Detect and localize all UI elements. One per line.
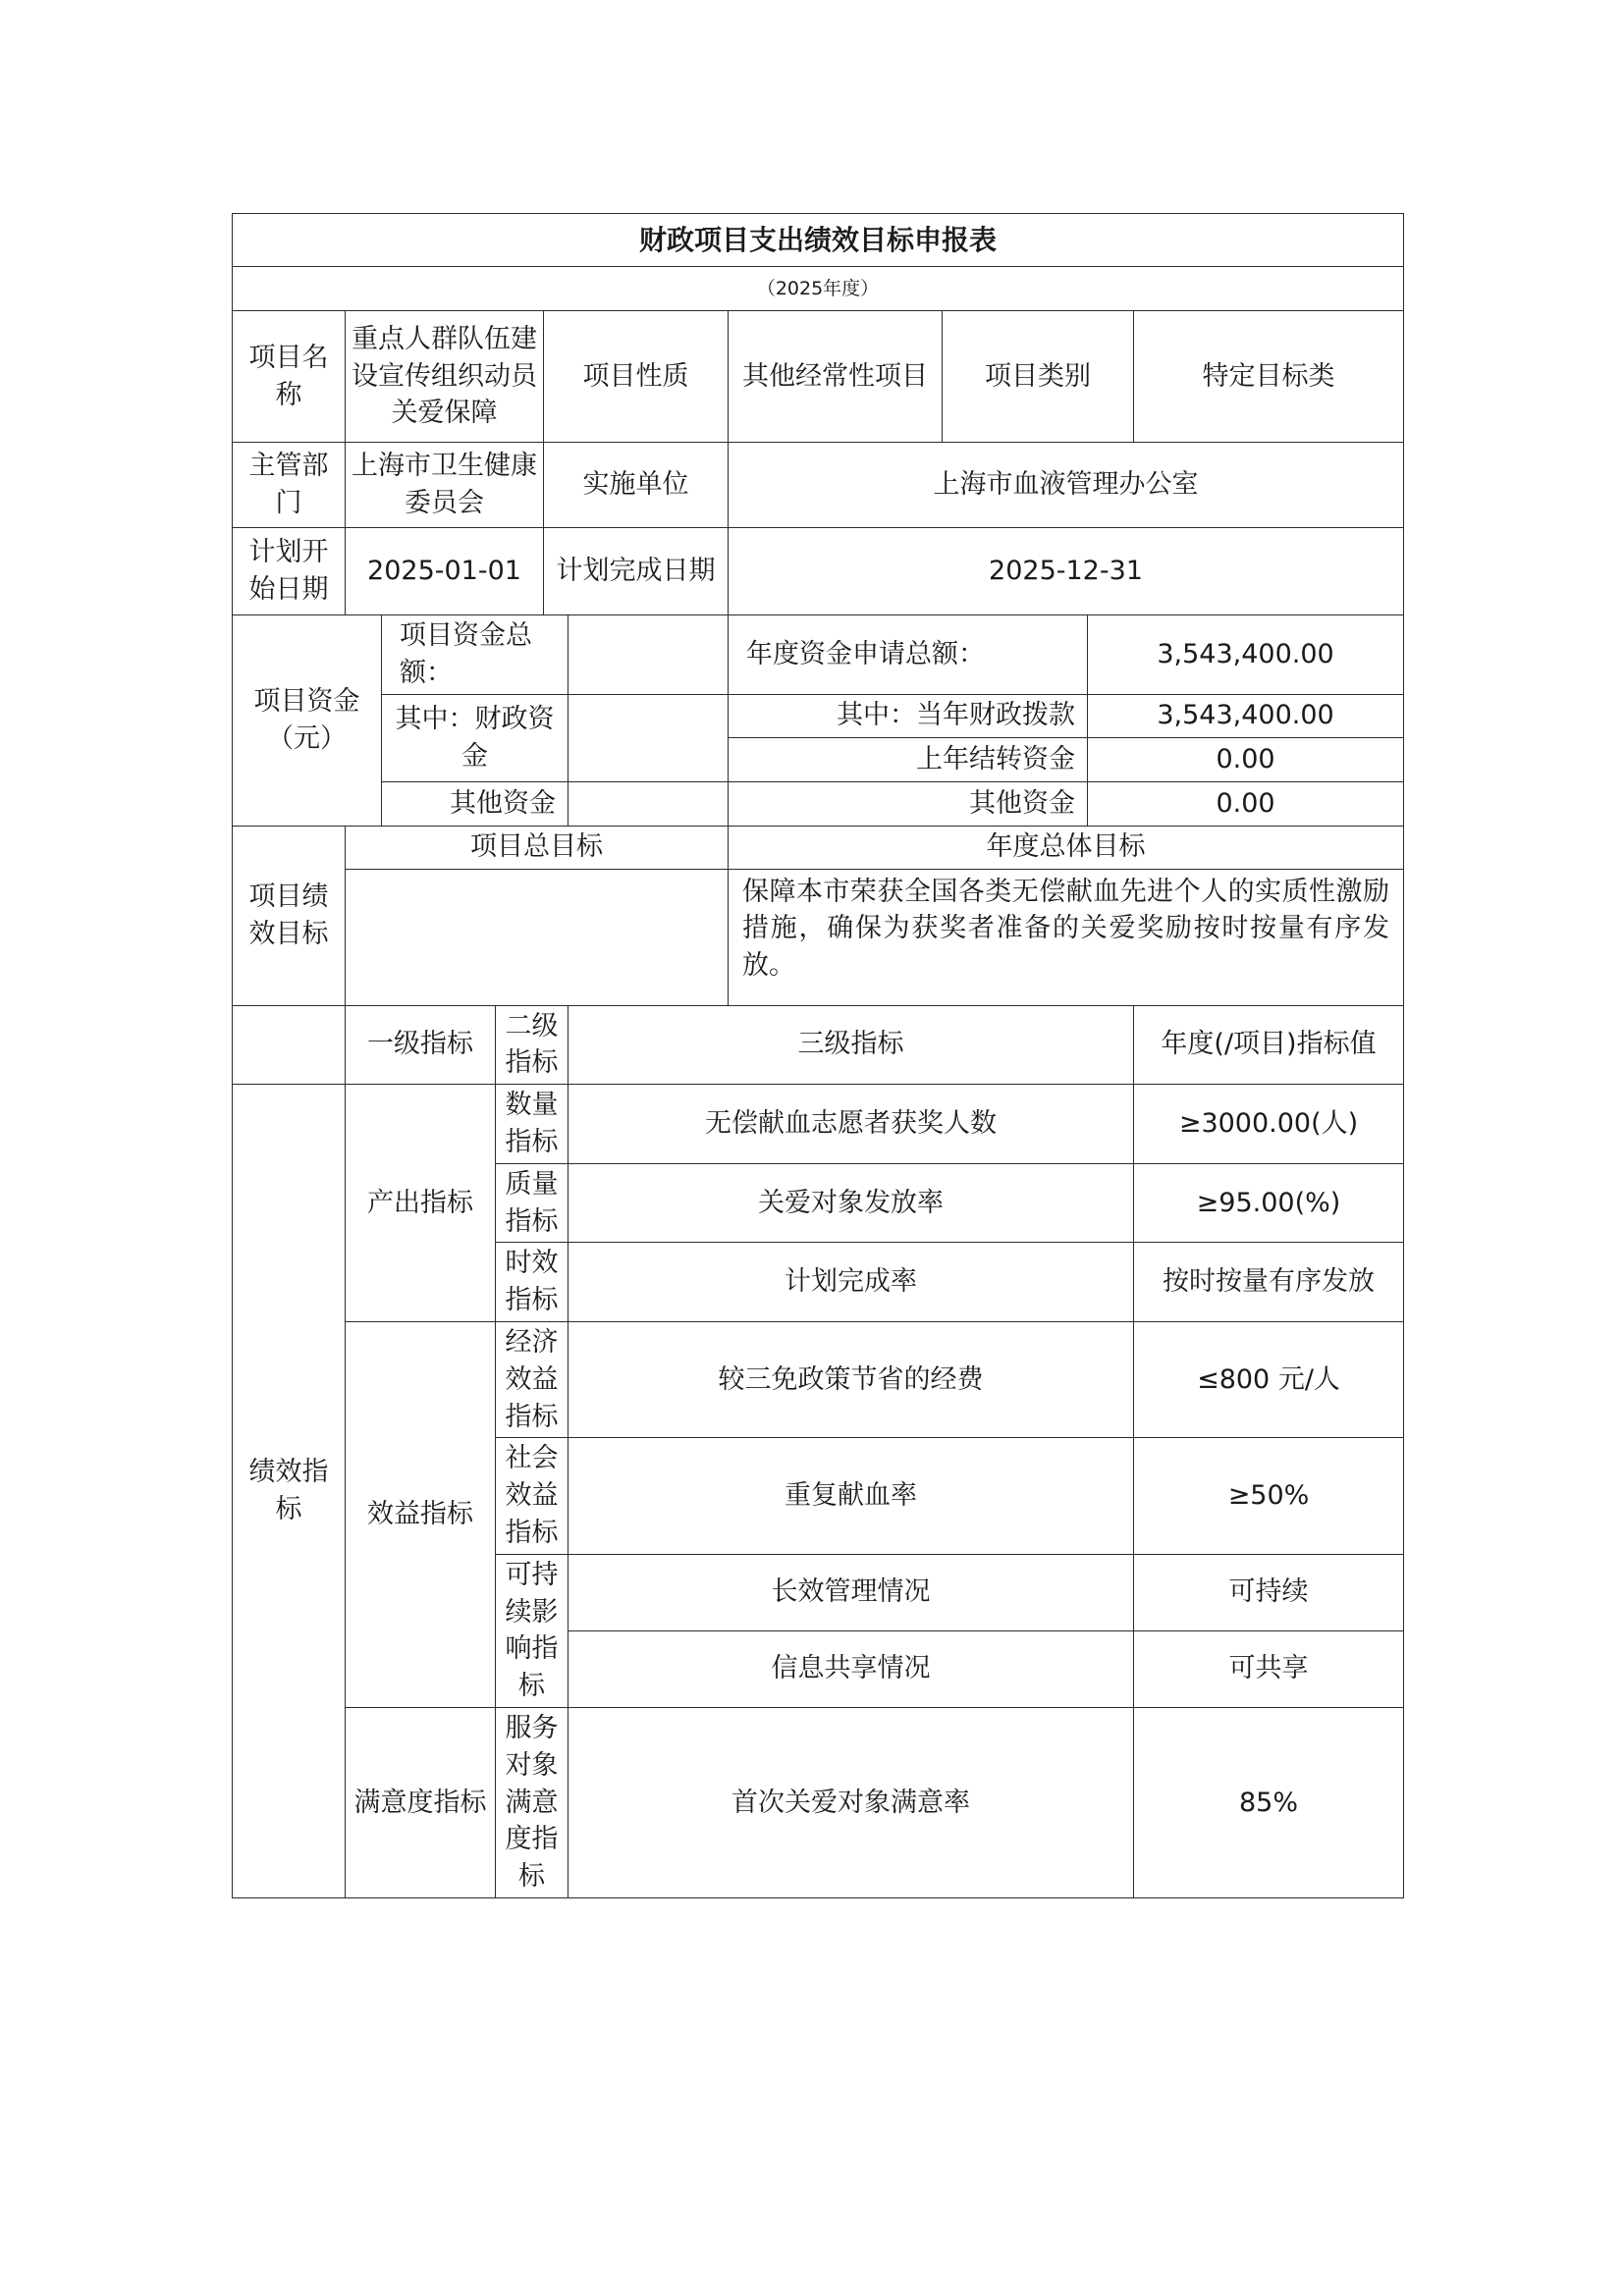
total-goal-header: 项目总目标: [346, 826, 729, 869]
output-value: ≥3000.00(人): [1134, 1085, 1404, 1164]
indicators-section-label: 绩效指标: [233, 1085, 346, 1898]
output-value: 按时按量有序发放: [1134, 1243, 1404, 1322]
indicator-header-blank: [233, 1005, 346, 1085]
output-indicators-label: 产出指标: [346, 1085, 496, 1322]
carryover-funds-label: 上年结转资金: [729, 737, 1088, 781]
end-date-value: 2025-12-31: [729, 528, 1404, 615]
output-l3: 计划完成率: [568, 1243, 1134, 1322]
satisfaction-value: 85%: [1134, 1707, 1404, 1897]
other-funds-label: 其他资金: [382, 781, 568, 826]
dept-value: 上海市卫生健康委员会: [346, 443, 544, 528]
sustain-l2: 可持续影响指标: [496, 1554, 568, 1707]
annual-goal-header: 年度总体目标: [729, 826, 1404, 869]
header-level2: 二级指标: [496, 1005, 568, 1085]
benefit-indicators-label: 效益指标: [346, 1321, 496, 1707]
total-goal-text: [346, 869, 729, 1005]
header-level1: 一级指标: [346, 1005, 496, 1085]
project-nature-value: 其他经常性项目: [729, 311, 943, 443]
project-name-value: 重点人群队伍建设宣传组织动员关爱保障: [346, 311, 544, 443]
fiscal-funds-label: 其中：财政资金: [382, 694, 568, 781]
current-fiscal-label: 其中：当年财政拨款: [729, 694, 1088, 737]
project-category-value: 特定目标类: [1134, 311, 1404, 443]
sustain-value: 可共享: [1134, 1630, 1404, 1707]
social-l2: 社会效益指标: [496, 1438, 568, 1554]
output-l2: 时效指标: [496, 1243, 568, 1322]
end-date-label: 计划完成日期: [544, 528, 729, 615]
sustain-l3: 信息共享情况: [568, 1630, 1134, 1707]
project-name-label: 项目名称: [233, 311, 346, 443]
project-nature-label: 项目性质: [544, 311, 729, 443]
carryover-funds-value: 0.00: [1088, 737, 1404, 781]
social-value: ≥50%: [1134, 1438, 1404, 1554]
output-l2: 质量指标: [496, 1163, 568, 1243]
satisfaction-indicators-label: 满意度指标: [346, 1707, 496, 1897]
annual-other-funds-value: 0.00: [1088, 781, 1404, 826]
start-date-value: 2025-01-01: [346, 528, 544, 615]
form-title: 财政项目支出绩效目标申报表: [233, 214, 1404, 267]
output-l3: 无偿献血志愿者获奖人数: [568, 1085, 1134, 1164]
form-year: （2025年度）: [233, 267, 1404, 311]
performance-goal-form: [232, 213, 1404, 1898]
project-category-label: 项目类别: [943, 311, 1134, 443]
annual-other-funds-label: 其他资金: [729, 781, 1088, 826]
annual-goal-text: 保障本市荣获全国各类无偿献血先进个人的实质性激励措施，确保为获奖者准备的关爱奖励按时按量有序发放。: [729, 869, 1404, 1005]
economic-l2: 经济效益指标: [496, 1321, 568, 1437]
output-l3: 关爱对象发放率: [568, 1163, 1134, 1243]
goals-label: 项目绩效目标: [233, 826, 346, 1005]
satisfaction-l3: 首次关爱对象满意率: [568, 1707, 1134, 1897]
satisfaction-l2: 服务对象满意度指标: [496, 1707, 568, 1897]
dept-label: 主管部门: [233, 443, 346, 528]
fiscal-funds-value: [568, 694, 729, 781]
social-l3: 重复献血率: [568, 1438, 1134, 1554]
economic-l3: 较三免政策节省的经费: [568, 1321, 1134, 1437]
annual-funds-value: 3,543,400.00: [1088, 615, 1404, 695]
start-date-label: 计划开始日期: [233, 528, 346, 615]
economic-value: ≤800 元/人: [1134, 1321, 1404, 1437]
funds-label: 项目资金（元）: [233, 615, 382, 827]
funds-total-label: 项目资金总额：: [382, 615, 568, 695]
other-funds-value: [568, 781, 729, 826]
header-level3: 三级指标: [568, 1005, 1134, 1085]
funds-total-value: [568, 615, 729, 695]
sustain-value: 可持续: [1134, 1554, 1404, 1630]
unit-label: 实施单位: [544, 443, 729, 528]
output-value: ≥95.00(%): [1134, 1163, 1404, 1243]
current-fiscal-value: 3,543,400.00: [1088, 694, 1404, 737]
output-l2: 数量指标: [496, 1085, 568, 1164]
annual-funds-label: 年度资金申请总额：: [729, 615, 1088, 695]
header-value: 年度(/项目)指标值: [1134, 1005, 1404, 1085]
sustain-l3: 长效管理情况: [568, 1554, 1134, 1630]
unit-value: 上海市血液管理办公室: [729, 443, 1404, 528]
